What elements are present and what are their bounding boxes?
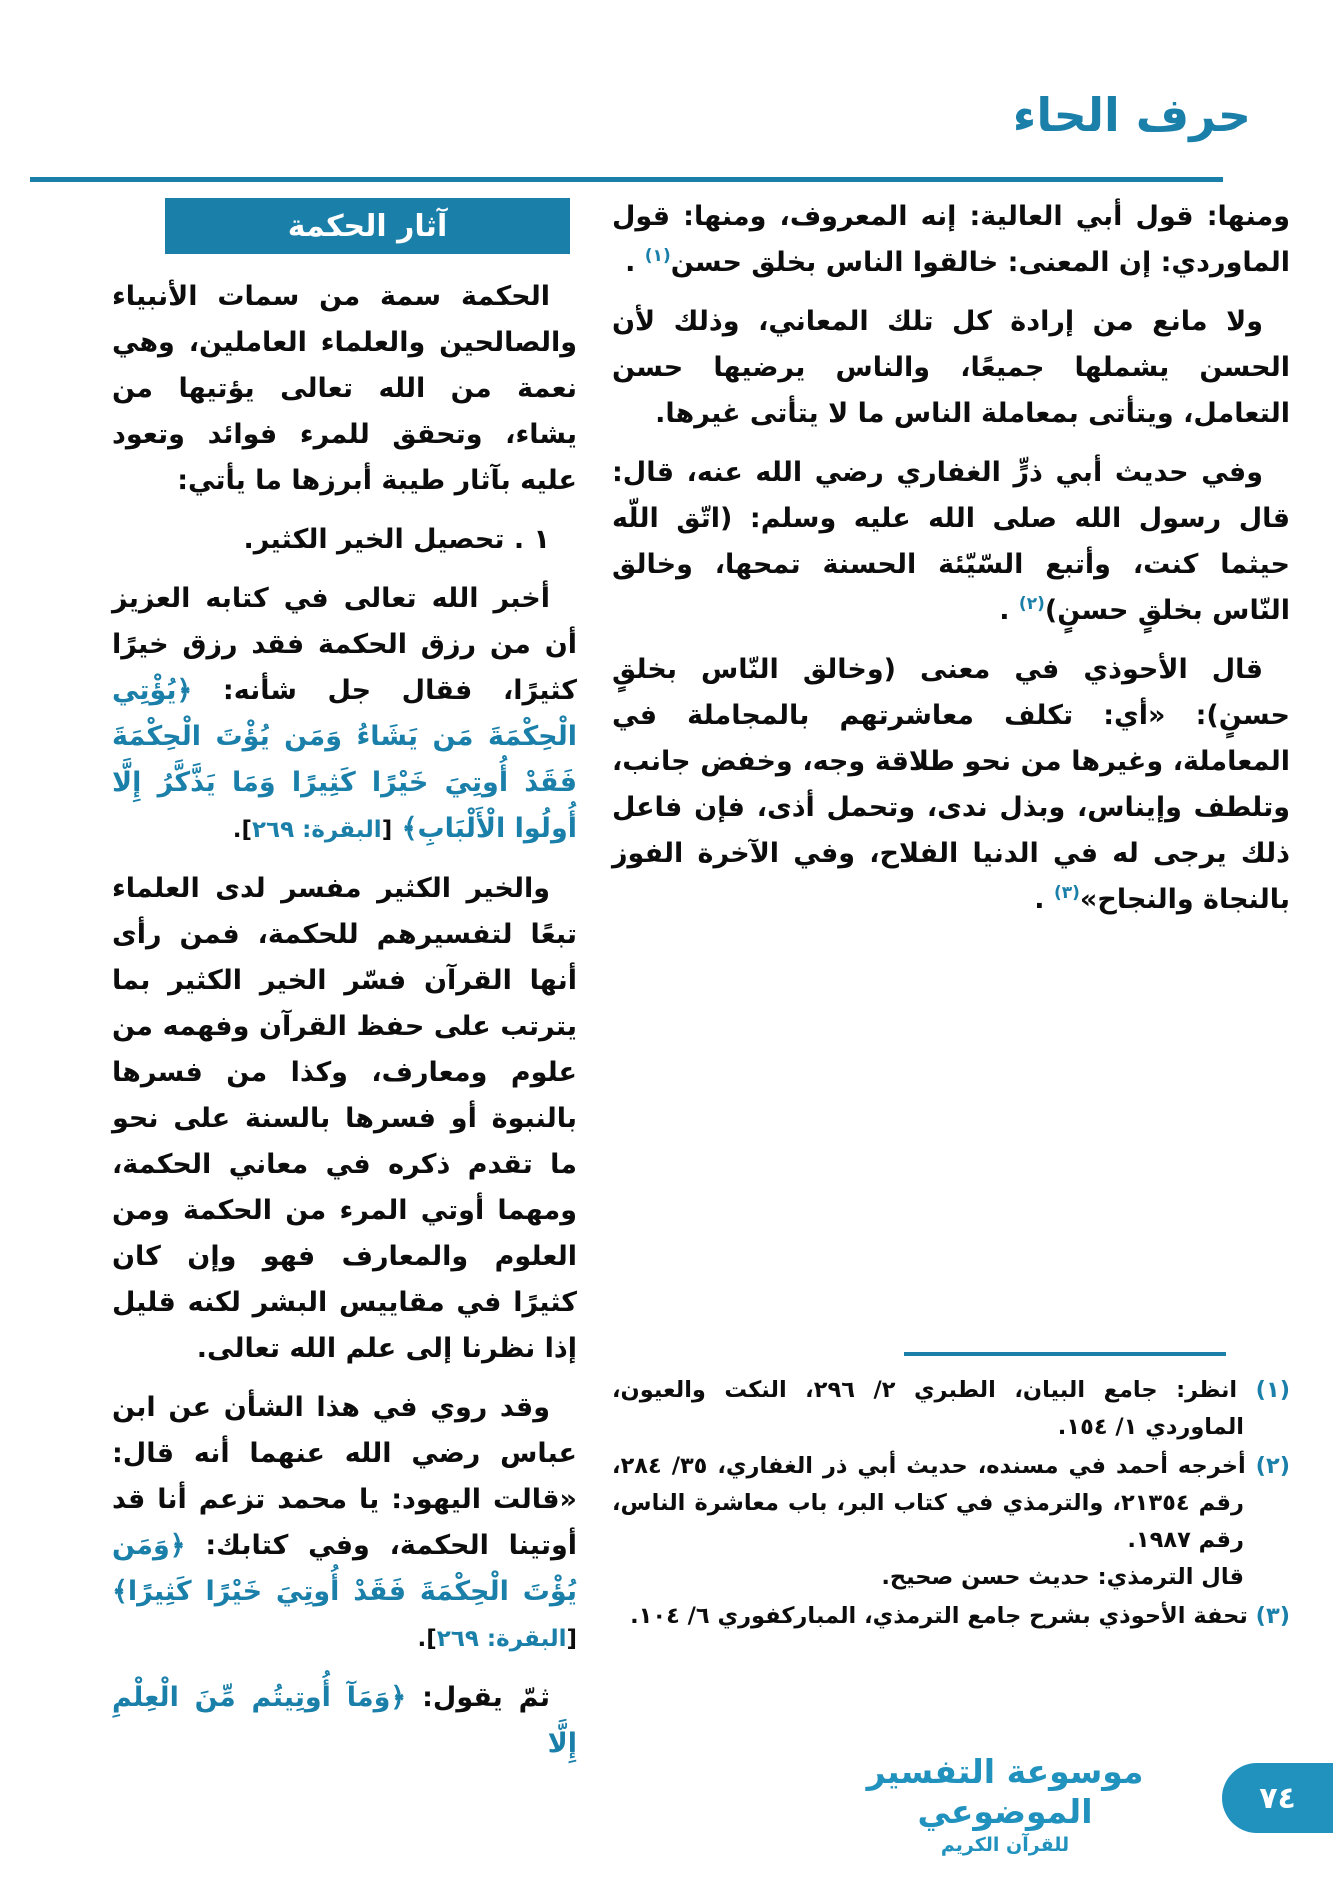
footnote-number: (٢): [1255, 1453, 1290, 1479]
body-text: وفي حديث أبي ذرٍّ الغفاري رضي الله عنه، قال: قال رسول الله صلى الله عليه وسلم: (اتّق اللّه حيثما كنت، وأتبع السّيّئة الحسنة تمحها، وخالق النّاس بخلقٍ حسنٍ): [612, 457, 1290, 626]
section-title-box: [165, 198, 570, 254]
left-column: [112, 196, 577, 1780]
bracket: ].: [417, 1626, 437, 1652]
verse-reference: [233, 817, 392, 843]
footnote-2-addendum: قال الترمذي: حديث حسن صحيح.: [881, 1564, 1244, 1590]
body-text: الحكمة سمة من سمات الأنبياء والصالحين والعلماء العاملين، وهي نعمة من الله تعالى يؤتيها من يشاء، وتحقق للمرء فوائد وتعود عليه بآثار طيبة أبرزها ما يأتي:: [112, 281, 577, 496]
quran-verse: ﴿يُؤْتِي الْحِكْمَةَ مَن يَشَاءُ وَمَن يُؤْتَ الْحِكْمَةَ فَقَدْ أُوتِيَ خَيْرًا كَثِيرًا وَمَا يَذَّكَّرُ إِلَّا أُولُوا الْأَلْبَابِ﴾: [112, 675, 577, 844]
quran-verse: ﴿وَمَآ أُوتِيتُم مِّنَ الْعِلْمِ إِلَّا: [112, 1682, 577, 1759]
body-text: ١ . تحصيل الخير الكثير.: [243, 524, 550, 555]
paragraph-closing: [112, 1675, 577, 1767]
surah-ayah: البقرة: ٢٦٩: [252, 817, 382, 843]
footnote-text: تحفة الأحوذي بشرح جامع الترمذي، المباركفوري ٦/ ١٠٤.: [630, 1603, 1256, 1629]
verse-reference: [418, 1626, 577, 1652]
section-title: آثار الحكمة: [287, 208, 448, 244]
paragraph: [612, 194, 1290, 286]
footnote-text: انظر: جامع البيان، الطبري ٢/ ٢٩٦، النكت والعيون، الماوردي ١/ ١٥٤.: [612, 1377, 1256, 1440]
body-text: .: [999, 595, 1019, 626]
footnote-1: [612, 1372, 1290, 1446]
footnote-ref-1: (١): [644, 246, 671, 266]
body-text: ولا مانع من إرادة كل تلك المعاني، وذلك لأن الحسن يشملها جميعًا، والناس يرضيها حسن التعامل، ويتأتى بمعاملة الناس ما لا يتأتى غيرها.: [612, 306, 1290, 429]
paragraph: [612, 299, 1290, 437]
body-text: ثمّ يقول:: [406, 1682, 550, 1713]
page-number-tab: [1222, 1763, 1333, 1833]
body-text: أخبر الله تعالى في كتابه العزيز أن من رزق الحكمة فقد رزق خيرًا كثيرًا، فقال جل شأنه:: [112, 583, 577, 706]
body-text: وقد روي في هذا الشأن عن ابن عباس رضي الله عنهما أنه قال: «قالت اليهود: يا محمد تزعم أنا قد أوتينا الحكمة، وفي كتابك:: [112, 1392, 577, 1561]
body-text: والخير الكثير مفسر لدى العلماء تبعًا لتفسيرهم للحكمة، فمن رأى أنها القرآن فسّر الخير الكثير بما يترتب على حفظ القرآن وفهمه من علوم ومعارف، وكذا من فسرها بالنبوة أو فسرها بالسنة على نحو ما تقدم ذكره في معاني الحكمة، ومهما أوتي المرء من الحكمة ومن العلوم والمعارف فهو وإن كان كثيرًا في مقاييس البشر لكنه قليل إذا نظرنا إلى علم الله تعالى.: [112, 873, 577, 1364]
right-column: [612, 194, 1290, 936]
bracket: [: [381, 817, 393, 843]
list-item-title: [112, 517, 577, 563]
footnote-ref-3: (٣): [1053, 883, 1080, 903]
series-title: موسوعة التفسير الموضوعي: [866, 1752, 1144, 1831]
series-subtitle: للقرآن الكريم: [940, 1834, 1070, 1856]
footnote-separator-rule: [904, 1352, 1226, 1356]
quran-verse: ﴿وَمَن يُؤْتَ الْحِكْمَةَ فَقَدْ أُوتِيَ خَيْرًا كَثِيرًا﴾: [112, 1530, 577, 1607]
paragraph-hadith: [612, 450, 1290, 634]
chapter-title-calligraphy: حرف الحاء: [1012, 88, 1251, 142]
body-text: ومنها: قول أبي العالية: إنه المعروف، ومنها: قول الماوردي: إن المعنى: خالقوا الناس بخلق حسن: [612, 201, 1290, 278]
paragraph-verse: [112, 576, 577, 853]
footnote-list: [612, 1372, 1290, 1635]
footnote-text: أخرجه أحمد في مسنده، حديث أبي ذر الغفاري، ٣٥/ ٢٨٤، رقم ٢١٣٥٤، والترمذي في كتاب البر، باب معاشرة الناس، رقم ١٩٨٧.: [612, 1453, 1256, 1553]
paragraph-commentary: [612, 647, 1290, 923]
surah-ayah: البقرة: ٢٦٩: [436, 1626, 567, 1652]
series-logo-calligraphy: [852, 1752, 1158, 1858]
paragraph-tafsir: [112, 866, 577, 1372]
header-rule: [30, 177, 1223, 182]
bracket: [: [566, 1626, 577, 1652]
footnote-number: (٣): [1255, 1603, 1290, 1629]
body-text: .: [1034, 884, 1054, 915]
footnotes-section: [612, 1352, 1290, 1637]
body-text: قال الأحوذي في معنى (وخالق النّاس بخلقٍ حسنٍ): «أي: تكلف معاشرتهم بالمجاملة في المعاملة، وغيرها من نحو طلاقة وجه، وخفض جانب، وتلطف وإيناس، وبذل ندى، وتحمل أذى، فإن فاعل ذلك يرجى له في الدنيا الفلاح، وفي الآخرة الفوز بالنجاة والنجاح»: [612, 654, 1290, 915]
bracket: ].: [232, 817, 253, 843]
footnote-2: [612, 1448, 1290, 1596]
footnote-number: (١): [1255, 1377, 1290, 1403]
paragraph-intro: [112, 274, 577, 504]
footnote-3: [612, 1598, 1290, 1635]
page-number: ٧٤: [1259, 1780, 1296, 1816]
footnote-ref-2: (٢): [1018, 594, 1045, 614]
paragraph-ibn-abbas: [112, 1385, 577, 1662]
body-text: .: [625, 247, 645, 278]
